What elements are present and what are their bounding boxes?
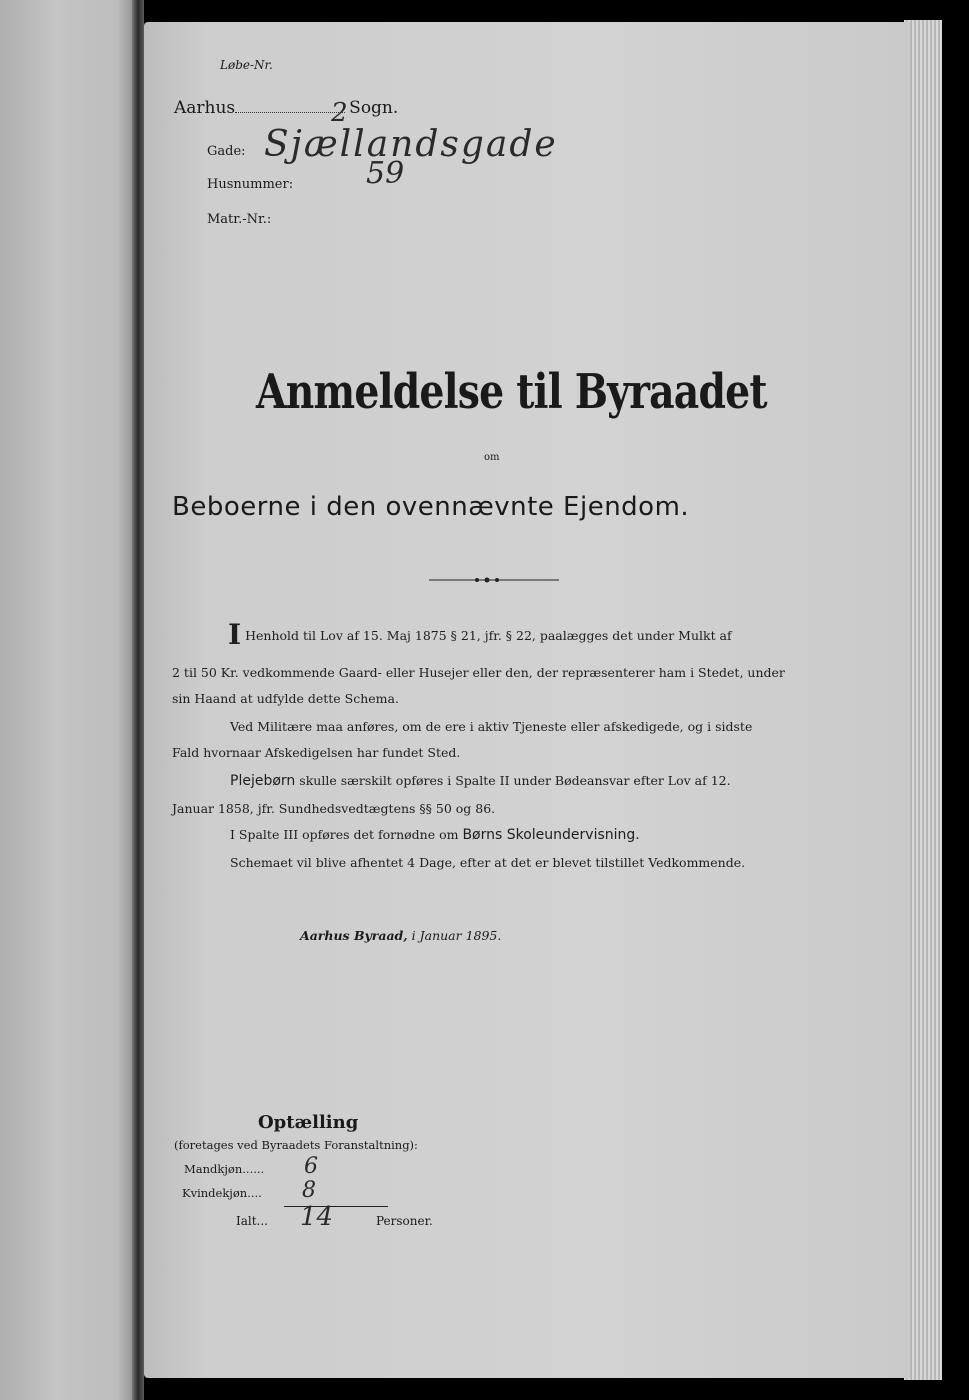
document-subtitle: Beboerne i den ovennævnte Ejendom.	[172, 492, 690, 522]
kvindekjon-value: 8	[302, 1178, 316, 1203]
mandkjon-value: 6	[304, 1154, 318, 1179]
paragraph-1-line-3: sin Haand at udfylde dette Schema.	[172, 691, 399, 706]
parish-number: 2	[331, 98, 348, 128]
p4-text: I Spalte III opføres det fornødne om	[230, 827, 459, 842]
paragraph-1-line-2: 2 til 50 Kr. vedkommende Gaard- eller Husejer eller den, der repræsenterer ham i Stedet, under	[172, 665, 785, 680]
parish-line	[174, 98, 399, 128]
paragraph-4	[230, 822, 640, 848]
signature-name: Aarhus Byraad,	[300, 928, 408, 943]
plejeborn-lead: Plejebørn	[230, 773, 296, 789]
personer-label: Personer.	[376, 1214, 433, 1228]
aarhus-label: Aarhus	[174, 98, 236, 118]
parish-dots	[235, 98, 348, 128]
p4-emphasis: Børns Skoleundervisning.	[462, 827, 640, 843]
drop-cap: I	[228, 618, 242, 651]
signature-line	[300, 928, 501, 943]
book-gutter	[132, 0, 144, 1400]
signature-date: i Januar 1895.	[411, 928, 502, 943]
left-page	[0, 0, 138, 1400]
matr-label: Matr.-Nr.:	[207, 212, 272, 227]
ornament-divider	[429, 575, 559, 585]
mandkjon-label: Mandkjøn......	[184, 1162, 265, 1176]
paragraph-3-line-2: Januar 1858, jfr. Sundhedsvedtægtens §§ 50 og 86.	[172, 801, 496, 816]
lobe-nr-label: Løbe-Nr.	[220, 58, 273, 72]
paragraph-3-line-1	[230, 768, 731, 794]
gade-label: Gade:	[207, 144, 246, 159]
paragraph-2-line-1: Ved Militære maa anføres, om de ere i aktiv Tjeneste eller afskedigede, og i sidste	[230, 719, 753, 734]
ialt-value: 14	[300, 1202, 334, 1232]
title-om: om	[484, 452, 500, 463]
husnummer-value: 59	[366, 156, 405, 191]
document-title: Anmeldelse til Byraadet	[256, 364, 767, 420]
ialt-label: Ialt...	[236, 1214, 268, 1228]
paragraph-2-line-2: Fald hvornaar Afskedigelsen har fundet Sted.	[172, 745, 461, 760]
count-title: Optælling	[258, 1112, 359, 1133]
sogn-label: Sogn.	[349, 98, 399, 118]
paragraph-1-line-1	[228, 618, 732, 651]
count-note: (foretages ved Byraadets Foranstaltning):	[174, 1138, 418, 1152]
p3-line1-text: skulle særskilt opføres i Spalte II under Bødeansvar efter Lov af 12.	[299, 773, 731, 788]
document-page	[144, 22, 910, 1378]
gade-value: Sjællandsgade	[264, 124, 558, 165]
kvindekjon-label: Kvindekjøn....	[182, 1186, 262, 1200]
husnummer-label: Husnummer:	[207, 177, 294, 192]
p1-line1-text: Henhold til Lov af 15. Maj 1875 § 21, jfr. § 22, paalægges det under Mulkt af	[245, 628, 732, 643]
paragraph-5: Schemaet vil blive afhentet 4 Dage, efter at det er blevet tilstillet Vedkommende.	[230, 855, 746, 870]
